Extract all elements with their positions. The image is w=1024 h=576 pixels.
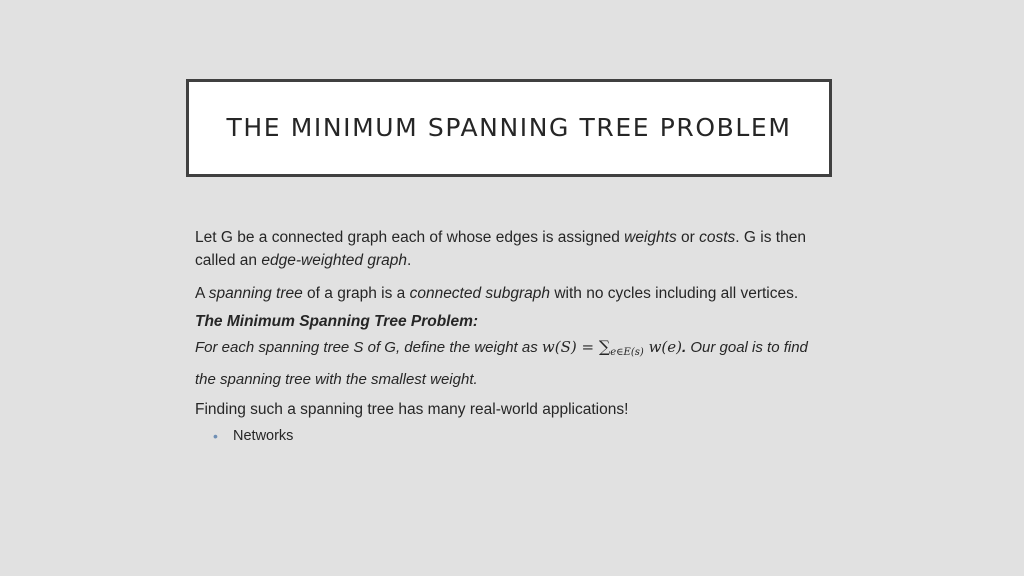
mst-heading: The Minimum Spanning Tree Problem: <box>195 313 479 330</box>
bullet-icon: • <box>213 428 218 444</box>
text-span: A <box>195 285 209 302</box>
mst-definition-block <box>195 310 831 393</box>
term-edge-weighted-graph: edge-weighted graph <box>261 252 407 269</box>
term-weights: weights <box>624 229 677 246</box>
text-span: of a graph is a <box>302 285 410 302</box>
text-span: Let G be a connected graph each of whose edges is assigned <box>195 229 625 246</box>
paragraph-spanning-tree <box>195 282 831 305</box>
sum-subscript: e∈E(s) <box>610 347 644 358</box>
formula-rhs: w(e) <box>643 338 682 356</box>
term-spanning-tree: spanning tree <box>208 285 303 302</box>
mst-definition <box>195 339 808 388</box>
term-costs: costs <box>699 229 736 246</box>
formula-period: . <box>682 339 687 356</box>
formula-lhs: w(S) = <box>541 338 599 356</box>
text-span: with no cycles including all vertices. <box>550 285 799 302</box>
list-item <box>213 425 831 448</box>
paragraph-edge-weighted <box>195 226 831 272</box>
term-connected-subgraph: connected subgraph <box>409 285 551 302</box>
weight-formula <box>542 338 682 356</box>
application-list <box>195 425 831 448</box>
text-span: For each spanning tree S of G, define the weight as <box>195 339 542 356</box>
slide-title: THE MINIMUM SPANNING TREE PROBLEM <box>226 113 792 142</box>
text-span: . G is then called an <box>195 229 806 269</box>
list-item-label: Networks <box>233 428 294 444</box>
sum-symbol: ∑ <box>598 337 611 356</box>
text-span: or <box>676 229 700 246</box>
paragraph-applications: Finding such a spanning tree has many real-world applications! <box>195 401 629 418</box>
slide-body <box>195 226 831 448</box>
text-span: . <box>407 252 412 269</box>
title-box <box>186 79 832 177</box>
text-span: Our goal is to find the spanning tree with the smallest weight. <box>195 339 808 388</box>
